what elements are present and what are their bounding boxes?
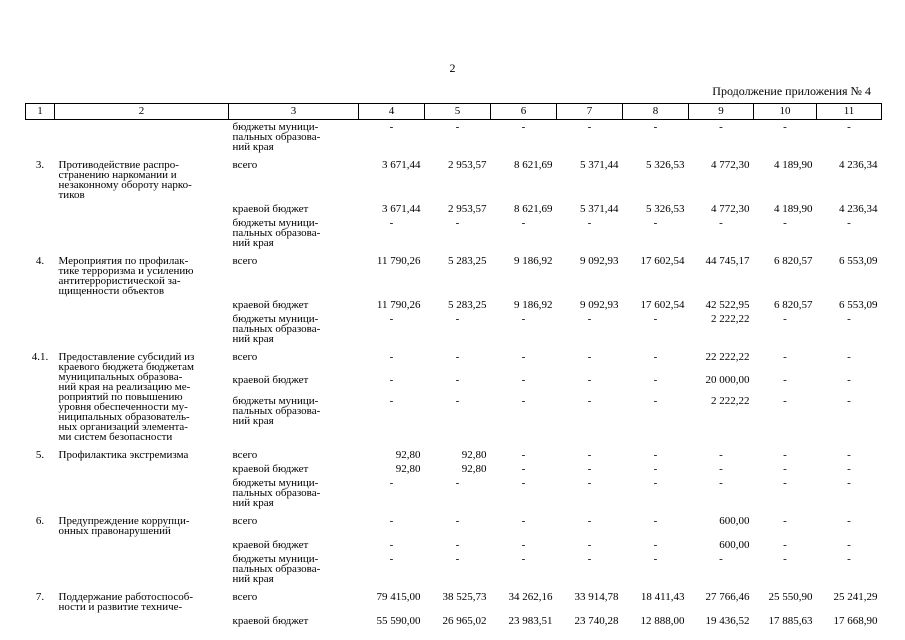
table-row <box>26 344 882 371</box>
amount-cell: - <box>521 121 526 133</box>
table-row <box>26 310 882 344</box>
amount-cell: - <box>783 351 787 363</box>
column-header: 1 <box>26 104 55 120</box>
amount-cell: 11 790,26 <box>376 299 421 311</box>
amount-cell: - <box>653 463 658 475</box>
funding-source: краевой бюджет <box>232 463 309 475</box>
amount-cell: - <box>455 373 460 386</box>
amount-cell: - <box>847 449 851 461</box>
amount-cell: - <box>653 515 658 527</box>
table-row <box>26 460 882 474</box>
amount-cell: - <box>521 373 526 386</box>
amount-cell: - <box>719 477 723 489</box>
amount-cell: 2 953,57 <box>448 203 487 215</box>
amount-cell: 44 745,17 <box>705 255 750 267</box>
amount-cell: 92,80 <box>395 463 421 475</box>
amount-cell: - <box>783 121 787 133</box>
amount-cell: - <box>587 515 592 527</box>
table-row <box>26 474 882 508</box>
amount-cell: - <box>389 394 394 407</box>
measure-name: Мероприятия по профилак- тике терроризма и усилению антитеррористической за- щищенности объектов <box>58 255 194 297</box>
amount-cell: - <box>587 351 592 363</box>
row-number: 4. <box>35 255 45 267</box>
amount-cell: - <box>653 477 658 489</box>
row-number: 6. <box>35 515 45 527</box>
amount-cell: - <box>847 515 851 527</box>
amount-cell: 25 241,29 <box>833 591 878 603</box>
row-number <box>26 550 55 584</box>
row-number <box>26 310 55 344</box>
amount-cell: - <box>653 373 658 386</box>
measure-name <box>55 200 229 214</box>
column-header: 3 <box>229 104 359 120</box>
amount-cell: 8 621,69 <box>514 159 553 171</box>
amount-cell: 9 186,92 <box>514 255 553 267</box>
row-number: 7. <box>35 591 45 603</box>
amount-cell: - <box>783 553 787 565</box>
amount-cell: - <box>521 394 526 407</box>
amount-cell: - <box>455 539 460 551</box>
amount-cell: - <box>719 217 723 229</box>
amount-cell: - <box>719 121 723 133</box>
amount-cell: - <box>847 121 851 133</box>
amount-cell: - <box>389 553 394 565</box>
column-header: 5 <box>425 104 491 120</box>
amount-cell: 42 522,95 <box>705 299 750 311</box>
amount-cell: - <box>783 373 787 386</box>
amount-cell: 33 914,78 <box>574 591 619 603</box>
measure-name <box>55 214 229 248</box>
amount-cell: 20 000,00 <box>705 373 750 386</box>
row-number: 3. <box>35 159 45 171</box>
measure-name: Противодействие распро- странению наркомании и незаконному обороту нарко- тиков <box>58 159 192 201</box>
amount-cell: 23 740,28 <box>574 615 619 627</box>
amount-cell: 600,00 <box>719 539 750 551</box>
amount-cell: - <box>783 313 787 325</box>
measure-name: Предоставление субсидий из краевого бюджета бюджетам муниципальных образова- ний края на реализацию ме- роприятий по повышению уровня обеспеченности му- ниципальных образователь- ных организаций элемента- ми систем безопасности <box>58 351 195 443</box>
amount-cell: - <box>587 394 592 407</box>
amount-cell: 5 371,44 <box>580 159 619 171</box>
row-number <box>26 214 55 248</box>
table-header-row <box>26 104 882 120</box>
row-number <box>26 460 55 474</box>
table-row <box>26 536 882 550</box>
funding-source: всего <box>232 159 258 171</box>
amount-cell: 6 553,09 <box>839 255 878 267</box>
funding-source: бюджеты муници- пальных образова- ний края <box>232 313 321 345</box>
amount-cell: - <box>521 463 526 475</box>
measure-name: Предупреждение коррупци- онных правонарушений <box>58 515 190 537</box>
table-row <box>26 612 882 626</box>
amount-cell: - <box>653 351 658 363</box>
amount-cell: - <box>719 553 723 565</box>
amount-cell: - <box>587 463 592 475</box>
amount-cell: - <box>389 539 394 551</box>
measure-name <box>55 460 229 474</box>
amount-cell: 6 553,09 <box>839 299 878 311</box>
amount-cell: - <box>587 477 592 489</box>
amount-cell: - <box>389 313 394 325</box>
amount-cell: - <box>587 553 592 565</box>
row-number <box>26 612 55 626</box>
amount-cell: 17 602,54 <box>640 299 685 311</box>
measure-name: Поддержание работоспособ- ности и развитие техниче- <box>58 591 194 613</box>
amount-cell: 11 790,26 <box>376 255 421 267</box>
table-row <box>26 120 882 153</box>
measure-name <box>55 296 229 310</box>
funding-source: бюджеты муници- пальных образова- ний края <box>232 477 321 509</box>
funding-source: краевой бюджет <box>232 615 309 627</box>
amount-cell: - <box>455 351 460 363</box>
table-row <box>26 508 882 536</box>
measure-name <box>55 550 229 584</box>
row-number <box>26 120 55 153</box>
amount-cell: - <box>847 463 851 475</box>
amount-cell: 9 186,92 <box>514 299 553 311</box>
measure-name: Профилактика экстремизма <box>58 449 189 461</box>
row-number: 4.1. <box>31 351 49 363</box>
measure-name <box>55 474 229 508</box>
amount-cell: - <box>521 351 526 363</box>
appendix-continuation: Продолжение приложения № 4 <box>712 84 871 98</box>
amount-cell: 26 965,02 <box>442 615 487 627</box>
amount-cell: 17 668,90 <box>833 615 878 627</box>
amount-cell: - <box>389 373 394 386</box>
amount-cell: - <box>653 313 658 325</box>
amount-cell: 6 820,57 <box>774 299 813 311</box>
funding-source: краевой бюджет <box>232 539 309 551</box>
amount-cell: - <box>587 539 592 551</box>
table-row <box>26 214 882 248</box>
budget-table <box>25 103 882 626</box>
amount-cell: - <box>847 217 851 229</box>
measure-name <box>55 536 229 550</box>
column-header: 10 <box>754 104 817 120</box>
row-number <box>26 474 55 508</box>
amount-cell: - <box>521 515 526 527</box>
amount-cell: 4 189,90 <box>774 203 813 215</box>
amount-cell: - <box>455 515 460 527</box>
amount-cell: 34 262,16 <box>508 591 553 603</box>
amount-cell: - <box>455 121 460 133</box>
amount-cell: - <box>653 394 658 407</box>
amount-cell: - <box>521 553 526 565</box>
amount-cell: 25 550,90 <box>768 591 813 603</box>
page-number: 2 <box>449 61 456 75</box>
table-row <box>26 296 882 310</box>
amount-cell: - <box>783 449 787 461</box>
measure-name <box>55 310 229 344</box>
table-row <box>26 248 882 296</box>
amount-cell: - <box>847 477 851 489</box>
amount-cell: - <box>847 373 851 386</box>
funding-source: краевой бюджет <box>232 373 309 386</box>
row-number <box>26 296 55 310</box>
amount-cell: 55 590,00 <box>376 615 421 627</box>
amount-cell: 5 283,25 <box>448 299 487 311</box>
amount-cell: - <box>653 539 658 551</box>
amount-cell: 2 222,22 <box>711 394 750 407</box>
amount-cell: - <box>653 449 658 461</box>
amount-cell: 2 953,57 <box>448 159 487 171</box>
amount-cell: - <box>521 539 526 551</box>
amount-cell: 4 236,34 <box>839 159 878 171</box>
amount-cell: 9 092,93 <box>580 255 619 267</box>
amount-cell: 5 283,25 <box>448 255 487 267</box>
amount-cell: 2 222,22 <box>711 313 750 325</box>
amount-cell: - <box>847 539 851 551</box>
amount-cell: - <box>653 217 658 229</box>
amount-cell: 92,80 <box>461 463 487 475</box>
funding-source: бюджеты муници- пальных образова- ний края <box>232 394 321 427</box>
amount-cell: - <box>389 515 394 527</box>
amount-cell: - <box>783 463 787 475</box>
amount-cell: 4 236,34 <box>839 203 878 215</box>
amount-cell: - <box>521 217 526 229</box>
amount-cell: 17 885,63 <box>768 615 813 627</box>
column-header: 6 <box>491 104 557 120</box>
amount-cell: - <box>783 539 787 551</box>
funding-source: всего <box>232 255 258 267</box>
funding-source: бюджеты муници- пальных образова- ний края <box>232 121 321 153</box>
amount-cell: 9 092,93 <box>580 299 619 311</box>
amount-cell: - <box>389 477 394 489</box>
column-header: 7 <box>557 104 623 120</box>
amount-cell: 4 189,90 <box>774 159 813 171</box>
amount-cell: 3 671,44 <box>382 159 421 171</box>
row-number <box>26 200 55 214</box>
amount-cell: - <box>389 121 394 133</box>
amount-cell: 18 411,43 <box>640 591 685 603</box>
amount-cell: 3 671,44 <box>382 203 421 215</box>
amount-cell: - <box>455 477 460 489</box>
amount-cell: - <box>587 373 592 386</box>
funding-source: бюджеты муници- пальных образова- ний края <box>232 217 321 249</box>
measure-name <box>55 612 229 626</box>
amount-cell: 5 326,53 <box>646 159 685 171</box>
amount-cell: 92,80 <box>461 449 487 461</box>
amount-cell: 27 766,46 <box>705 591 750 603</box>
amount-cell: - <box>719 463 723 475</box>
amount-cell: 5 371,44 <box>580 203 619 215</box>
amount-cell: - <box>587 313 592 325</box>
amount-cell: - <box>521 449 526 461</box>
column-header: 2 <box>55 104 229 120</box>
amount-cell: 600,00 <box>719 515 750 527</box>
column-header: 11 <box>817 104 882 120</box>
amount-cell: - <box>455 394 460 407</box>
amount-cell: - <box>847 351 851 363</box>
amount-cell: - <box>521 477 526 489</box>
amount-cell: 5 326,53 <box>646 203 685 215</box>
amount-cell: - <box>783 217 787 229</box>
funding-source: всего <box>232 449 258 461</box>
amount-cell: 4 772,30 <box>711 159 750 171</box>
table-row <box>26 200 882 214</box>
amount-cell: - <box>455 217 460 229</box>
amount-cell: - <box>389 351 394 363</box>
funding-source: краевой бюджет <box>232 203 309 215</box>
amount-cell: - <box>783 515 787 527</box>
measure-name <box>55 120 229 153</box>
funding-source: всего <box>232 351 258 363</box>
amount-cell: - <box>587 121 592 133</box>
amount-cell: 38 525,73 <box>442 591 487 603</box>
table-row <box>26 550 882 584</box>
table-row <box>26 584 882 612</box>
amount-cell: 17 602,54 <box>640 255 685 267</box>
amount-cell: 23 983,51 <box>508 615 553 627</box>
amount-cell: - <box>653 121 658 133</box>
row-number: 5. <box>35 449 45 461</box>
column-header: 9 <box>689 104 754 120</box>
amount-cell: - <box>847 553 851 565</box>
amount-cell: 22 222,22 <box>705 351 750 363</box>
amount-cell: - <box>653 553 658 565</box>
amount-cell: - <box>719 449 723 461</box>
amount-cell: - <box>455 313 460 325</box>
amount-cell: 92,80 <box>395 449 421 461</box>
amount-cell: - <box>847 313 851 325</box>
funding-source: бюджеты муници- пальных образова- ний края <box>232 553 321 585</box>
amount-cell: 4 772,30 <box>711 203 750 215</box>
amount-cell: - <box>521 313 526 325</box>
amount-cell: - <box>587 449 592 461</box>
funding-source: краевой бюджет <box>232 299 309 311</box>
column-header: 8 <box>623 104 689 120</box>
amount-cell: - <box>847 394 851 407</box>
row-number <box>26 536 55 550</box>
amount-cell: 19 436,52 <box>705 615 750 627</box>
amount-cell: 12 888,00 <box>640 615 685 627</box>
funding-source: всего <box>232 591 258 603</box>
table-row <box>26 152 882 200</box>
column-header: 4 <box>359 104 425 120</box>
amount-cell: - <box>783 394 787 407</box>
amount-cell: - <box>587 217 592 229</box>
amount-cell: - <box>389 217 394 229</box>
amount-cell: - <box>455 553 460 565</box>
amount-cell: - <box>783 477 787 489</box>
amount-cell: 8 621,69 <box>514 203 553 215</box>
funding-source: всего <box>232 515 258 527</box>
table-row <box>26 442 882 460</box>
amount-cell: 6 820,57 <box>774 255 813 267</box>
amount-cell: 79 415,00 <box>376 591 421 603</box>
